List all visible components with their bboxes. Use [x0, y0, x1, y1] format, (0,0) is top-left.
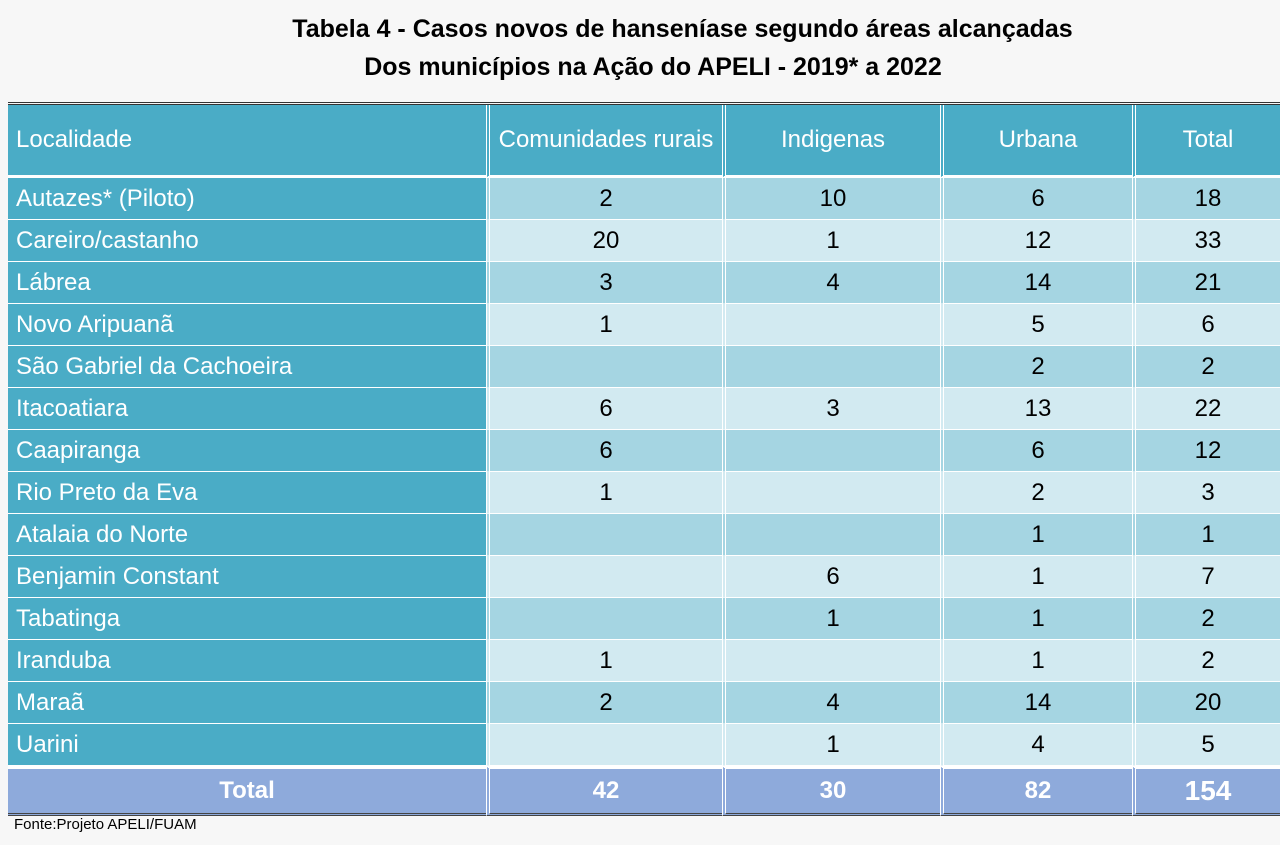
cell-localidade: Autazes* (Piloto)	[8, 178, 486, 220]
source-note: Fonte:Projeto APELI/FUAM	[14, 816, 197, 833]
header-total: Total	[1132, 105, 1280, 178]
cell-total: 2	[1132, 346, 1280, 388]
cell-urbana: 12	[940, 220, 1132, 262]
cell-indigenas	[722, 640, 940, 682]
cell-indigenas: 1	[722, 598, 940, 640]
cell-localidade: Maraã	[8, 682, 486, 724]
cell-total: 2	[1132, 640, 1280, 682]
cell-comunidades-rurais: 3	[486, 262, 722, 304]
cell-indigenas: 4	[722, 682, 940, 724]
cell-indigenas: 1	[722, 724, 940, 766]
table-row	[8, 682, 1280, 724]
total-row	[8, 766, 1280, 816]
table-row	[8, 346, 1280, 388]
cell-localidade: Tabatinga	[8, 598, 486, 640]
title-line-1: Tabela 4 - Casos novos de hanseníase segundo áreas alcançadas	[292, 15, 1073, 43]
cell-indigenas: 6	[722, 556, 940, 598]
total-urbana: 82	[940, 766, 1132, 816]
cell-indigenas	[722, 472, 940, 514]
cell-comunidades-rurais	[486, 598, 722, 640]
cell-comunidades-rurais: 1	[486, 304, 722, 346]
title-line-2: Dos municípios na Ação do APELI - 2019* a 2022	[364, 53, 942, 81]
cell-comunidades-rurais: 6	[486, 430, 722, 472]
header-urbana: Urbana	[940, 105, 1132, 178]
cell-comunidades-rurais	[486, 724, 722, 766]
cell-indigenas: 10	[722, 178, 940, 220]
cell-urbana: 13	[940, 388, 1132, 430]
cell-comunidades-rurais: 6	[486, 388, 722, 430]
cell-total: 18	[1132, 178, 1280, 220]
table-row	[8, 304, 1280, 346]
cell-total: 6	[1132, 304, 1280, 346]
cell-comunidades-rurais	[486, 514, 722, 556]
table-row	[8, 430, 1280, 472]
cell-localidade: Uarini	[8, 724, 486, 766]
cell-total: 7	[1132, 556, 1280, 598]
table-row	[8, 514, 1280, 556]
table-title	[0, 10, 1280, 86]
cell-localidade: Lábrea	[8, 262, 486, 304]
cell-total: 1	[1132, 514, 1280, 556]
cell-total: 3	[1132, 472, 1280, 514]
header-row	[8, 105, 1280, 178]
cell-urbana: 14	[940, 682, 1132, 724]
table-row	[8, 178, 1280, 220]
cell-indigenas: 4	[722, 262, 940, 304]
cell-total: 2	[1132, 598, 1280, 640]
cell-localidade: Itacoatiara	[8, 388, 486, 430]
cell-indigenas	[722, 346, 940, 388]
cell-localidade: Atalaia do Norte	[8, 514, 486, 556]
cell-localidade: Caapiranga	[8, 430, 486, 472]
cell-indigenas: 3	[722, 388, 940, 430]
cell-urbana: 6	[940, 430, 1132, 472]
table-row	[8, 724, 1280, 766]
table-row	[8, 220, 1280, 262]
table-row	[8, 262, 1280, 304]
table-row	[8, 472, 1280, 514]
cell-total: 5	[1132, 724, 1280, 766]
cell-urbana: 1	[940, 598, 1132, 640]
header-comunidades-rurais: Comunidades rurais	[486, 105, 722, 178]
table-row	[8, 640, 1280, 682]
table-row	[8, 598, 1280, 640]
cases-table-container	[8, 102, 1280, 816]
cell-comunidades-rurais: 2	[486, 178, 722, 220]
cell-localidade: Iranduba	[8, 640, 486, 682]
cell-localidade: São Gabriel da Cachoeira	[8, 346, 486, 388]
cases-table	[8, 105, 1280, 816]
cell-total: 12	[1132, 430, 1280, 472]
header-indigenas: Indigenas	[722, 105, 940, 178]
cell-urbana: 2	[940, 472, 1132, 514]
table-row	[8, 388, 1280, 430]
cell-localidade: Careiro/castanho	[8, 220, 486, 262]
table-row	[8, 556, 1280, 598]
cell-comunidades-rurais: 1	[486, 472, 722, 514]
cell-comunidades-rurais: 2	[486, 682, 722, 724]
cell-indigenas	[722, 514, 940, 556]
cell-urbana: 1	[940, 514, 1132, 556]
header-localidade: Localidade	[8, 105, 486, 178]
cell-localidade: Rio Preto da Eva	[8, 472, 486, 514]
cell-urbana: 6	[940, 178, 1132, 220]
cell-indigenas: 1	[722, 220, 940, 262]
cell-comunidades-rurais: 20	[486, 220, 722, 262]
total-rural: 42	[486, 766, 722, 816]
cell-urbana: 1	[940, 556, 1132, 598]
cell-urbana: 1	[940, 640, 1132, 682]
cell-localidade: Novo Aripuanã	[8, 304, 486, 346]
cell-total: 22	[1132, 388, 1280, 430]
cell-localidade: Benjamin Constant	[8, 556, 486, 598]
cell-indigenas	[722, 304, 940, 346]
total-label: Total	[8, 766, 486, 816]
cell-urbana: 5	[940, 304, 1132, 346]
cell-indigenas	[722, 430, 940, 472]
cell-comunidades-rurais: 1	[486, 640, 722, 682]
cell-total: 33	[1132, 220, 1280, 262]
cell-total: 21	[1132, 262, 1280, 304]
cell-urbana: 14	[940, 262, 1132, 304]
cell-total: 20	[1132, 682, 1280, 724]
total-indigenas: 30	[722, 766, 940, 816]
cell-comunidades-rurais	[486, 556, 722, 598]
cell-urbana: 2	[940, 346, 1132, 388]
cell-urbana: 4	[940, 724, 1132, 766]
total-total: 154	[1132, 766, 1280, 816]
cell-comunidades-rurais	[486, 346, 722, 388]
